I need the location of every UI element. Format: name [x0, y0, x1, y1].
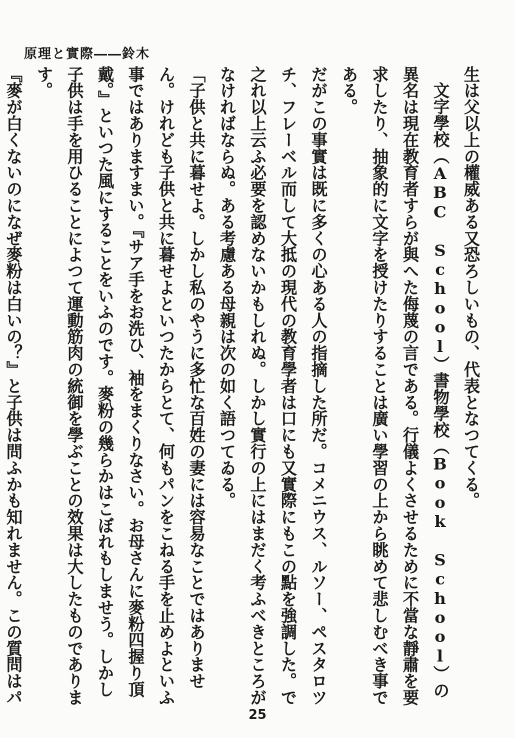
paragraph-5: 『麥が白くないのになぜ麥粉は白いの？』と子供は問ふかも知れません。この質問はパ: [3, 66, 23, 706]
paragraph-1: 生は父以上の權威ある又恐ろしいもの、代表となつてくる。: [461, 66, 480, 509]
paragraph-2: 文字學校（ABC School）書物學校（Book School）の異名は現在教育者すらが與へた侮蔑の言である。行儀よくさせるために不當な靜肅を要求したり、抽象的に文字を授けたりすることは廣い學習の上から眺めて悲しむべき事である。: [339, 66, 450, 706]
running-header: 原理と實際――鈴木: [24, 47, 151, 62]
paragraph-3: だがこの事實は既に多くの心ある人の指摘した所だ。コメニウス、ルソー、ペスタロツチ、フレーベル而して大抵の現代の教育學者は口にも又實際にもこの點を強調した。で之れ以上云ふ必要を認めないかもしれぬ。しかし實行の上にはまだく考ふべきところがなければならぬ。ある考慮ある母親は次の如く語つてゐる。: [217, 66, 328, 706]
body-text-column-block: [3, 66, 485, 708]
paragraph-4: 「子供と共に暮せよ。しかし私のやうに多忙な百姓の妻には容易なことではありません。けれども子供と共に暮せよといつたからとて、何もパンをこねる手を止めよといふ事ではありますまい。『サア手をお洗ひ、袖をまくりなさい。お母さんに麥粉四握り頂戴。』といつた風にすることをいふのです。麥粉の幾らかはこぼれもしませう。しかし子供は手を用ひることによつて運動筋肉の統御を學ぶことの效果は大したものであります。: [34, 66, 206, 706]
page-number: 25: [248, 708, 267, 723]
